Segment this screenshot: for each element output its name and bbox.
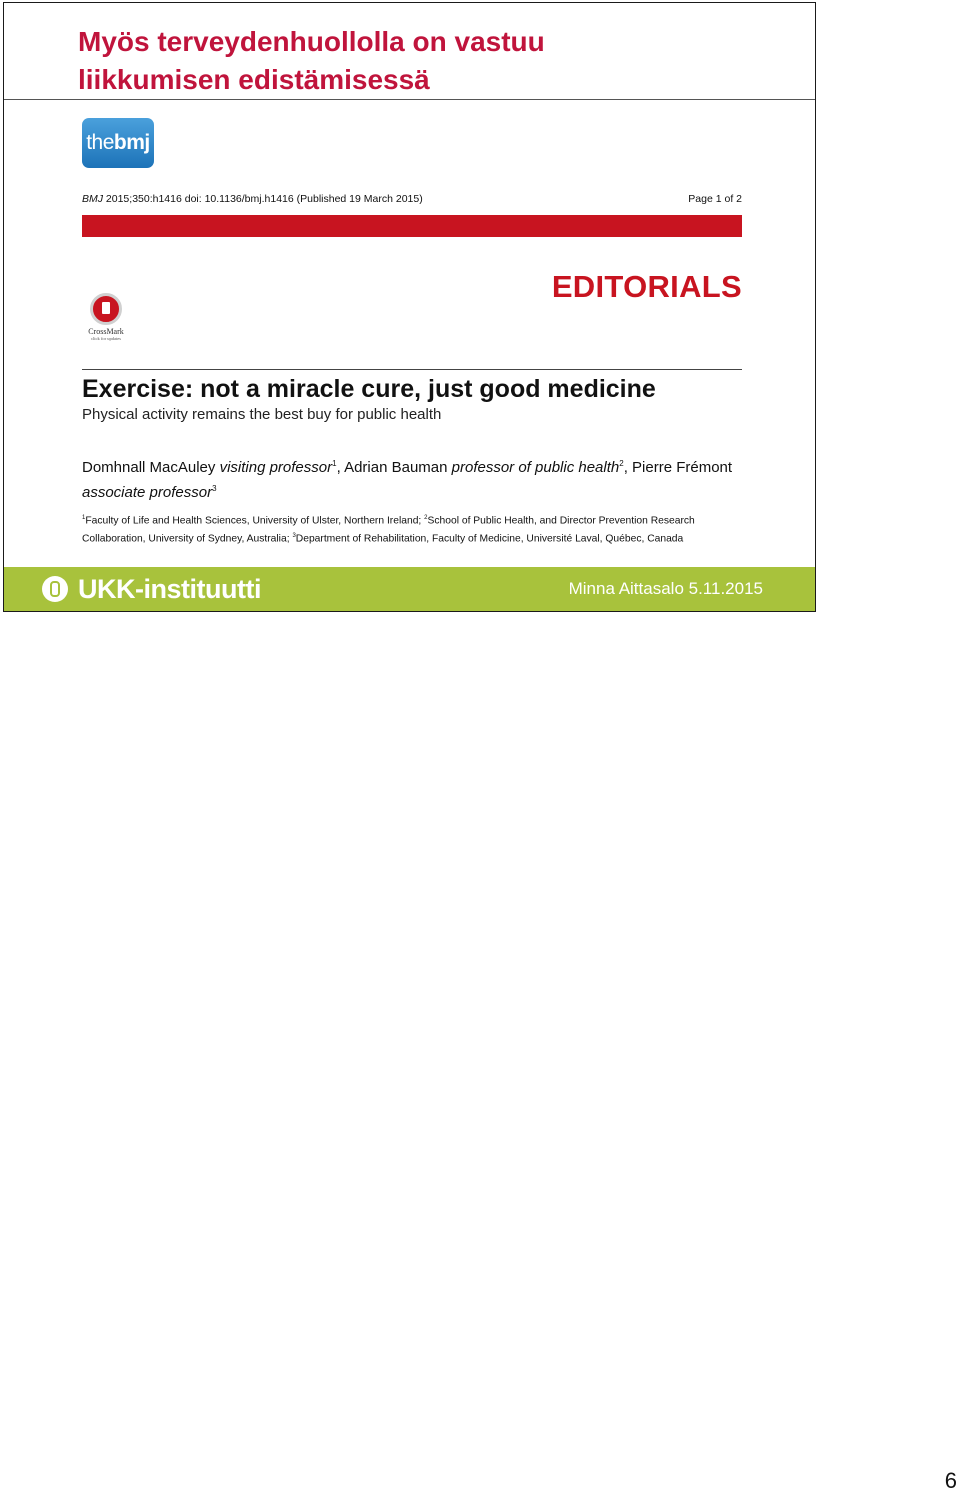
author-role: associate professor	[82, 484, 213, 501]
ukk-logo-text: UKK-instituutti	[78, 573, 261, 604]
page-number: 6	[944, 1468, 957, 1493]
page-reference: Page 1 of 2	[688, 193, 742, 205]
ukk-logo	[42, 574, 261, 604]
presenter-date: Minna Aittasalo 5.11.2015	[568, 579, 763, 598]
author-role: professor of public health	[451, 459, 620, 476]
author-sup: 1	[332, 459, 337, 468]
affiliation-text: Department of Rehabilitation, Faculty of Medicine, Université Laval, Québec, Canada	[295, 533, 684, 545]
ukk-logo-icon	[42, 576, 68, 602]
citation-line	[82, 193, 423, 205]
article-title: Exercise: not a miracle cure, just good medicine	[82, 375, 656, 403]
crossmark-badge	[84, 293, 128, 341]
author-sup: 3	[212, 484, 217, 493]
citation-details: 2015;350:h1416 doi: 10.1136/bmj.h1416 (Published 19 March 2015)	[103, 193, 423, 205]
author-name: , Pierre Frémont	[623, 459, 733, 476]
slide-title	[78, 23, 718, 99]
affiliation-sup: 1	[82, 515, 86, 521]
section-label: EDITORIALS	[551, 269, 742, 304]
citation-journal: BMJ	[82, 193, 103, 205]
author-sup: 2	[619, 459, 624, 468]
affiliation-list	[82, 511, 747, 547]
slide-title-line2: liikkumisen edistämisessä	[78, 64, 430, 95]
author-name: , Adrian Bauman	[336, 459, 452, 476]
affiliation-text: School of Public Health, and Director Prevention Research Collaboration, University of Sydney, Australia;	[82, 515, 695, 545]
bmj-logo-the: the	[86, 131, 114, 154]
affiliation-text: Faculty of Life and Health Sciences, University of Ulster, Northern Ireland;	[85, 515, 425, 527]
header-red-bar	[82, 215, 742, 237]
affiliation-sup: 3	[292, 532, 296, 539]
crossmark-label: CrossMark	[88, 327, 124, 336]
crossmark-icon	[90, 293, 122, 325]
affiliation-sup: 2	[424, 515, 428, 521]
article-subtitle: Physical activity remains the best buy for public health	[82, 406, 442, 423]
article-divider	[82, 369, 742, 370]
title-divider	[4, 99, 815, 100]
author-name: Domhnall MacAuley	[82, 459, 220, 476]
crossmark-sublabel: click for updates	[91, 336, 121, 341]
author-list	[82, 453, 747, 503]
footer-bar	[4, 567, 815, 611]
slide-title-line1: Myös terveydenhuollolla on vastuu	[78, 26, 545, 57]
bmj-logo	[82, 118, 154, 168]
author-role: visiting professor	[219, 459, 333, 476]
slide	[3, 2, 816, 612]
bmj-logo-bmj: bmj	[113, 131, 150, 154]
